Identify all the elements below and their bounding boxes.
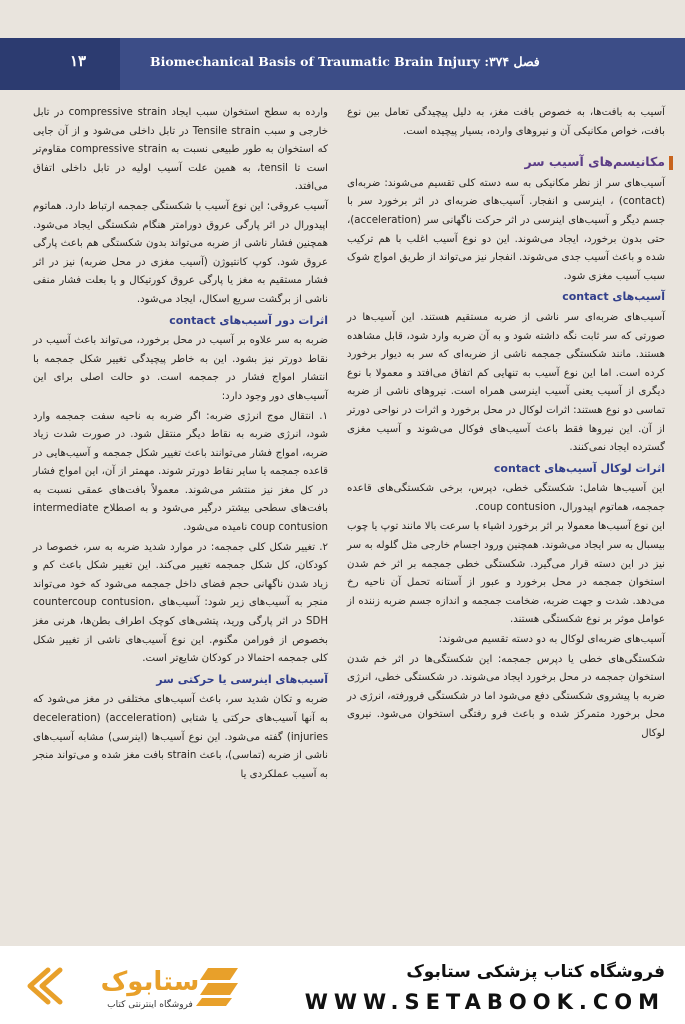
heading-inertia: آسیب‌های اینرسی یا حرکتی سر [156,672,328,686]
svg-text:فروشگاه اینترنتی کتاب: فروشگاه اینترنتی کتاب [107,1000,193,1010]
svg-text:ستابوک: ستابوک [100,967,200,997]
left-column [33,104,328,785]
intro-paragraph: آسیب به بافت‌ها، به خصوص بافت مغز، به دلیل پیچیدگی تعامل بین نوع بافت، خواص مکانیکی آن و نیروهای وارده، بسیار پیچیده است. [347,107,665,137]
inertia-paragraph: ضربه و تکان شدید سر، باعث آسیب‌های مختلفی در مغز می‌شود که به آنها آسیب‌های حرکتی یا شتابی (acceleration) (deceleration injuries) گفته می‌شود. این نوع آسیب‌ها (اینرسی) مشابه آسیب‌های ناشی از ضربه (تماسی)، باعث strain بافت مغز شده و می‌تواند منجر به آسیب عملکردی یا [33,694,328,780]
remote-item-1: ۱. انتقال موج انرژی ضربه: اگر ضربه به ناحیه سفت جمجمه وارد شود، انرژی ضربه به نقاط دیگر منتقل شود. در صورت شدت زیاد ضربه، امواج فشار می‌توانند باعث تغییر شکل جمجمه و آسیب‌هایی در قاعده جمجمه یا سایر نقاط دورتر شوند. مهمتر از آن، این امواج فشار در کل مغز نیز منتشر می‌شوند. معمولاً بافت‌های عمقی نسبت به بافت‌های سطحی بیشتر درگیر می‌شود و به اصطلاح intermediate coup contusion نامیده می‌شود. [33,410,328,534]
page-number-box [0,38,120,90]
heading-remote-effects: اثرات دور آسیب‌های contact [169,313,328,327]
local-paragraph-2: این نوع آسیب‌ها معمولا بر اثر برخورد اشیاء با سرعت بالا مانند توپ یا چوب بیسبال به سر ایجاد می‌شوند. همچنین ورود اجسام خارجی مثل گلوله به سر نیز در این دسته قرار می‌گیرد. شکستگی خطی جمجمه بر اثر خم شدن استخوان جمجمه در محل برخورد و عبور از آستانه تحمل آن ناحیه رخ می‌دهد. شدت و جهت ضربه، ضخامت جمجمه و اندازه جسم ضربه زننده از عوامل موثر بر نوع شکستگی هستند. [347,521,665,626]
remote-paragraph: ضربه به سر علاوه بر آسیب در محل برخورد، می‌تواند باعث آسیب در نقاط دورتر نیز بشود. این به خاطر پیچیدگی تغییر شکل جمجمه با انتشار امواج فشار در جمجمه است. دو حالت اصلی برای این آسیب‌های دور وجود دارد: [33,335,328,402]
local-paragraph-3: آسیب‌های ضربه‌ای لوکال به دو دسته تقسیم می‌شوند: [438,634,665,646]
heading-contact: آسیب‌های contact [562,290,665,304]
store-url[interactable]: WWW.SETABOOK.COM [304,990,665,1014]
store-footer [0,946,685,1024]
contact-paragraph: آسیب‌های ضربه‌ای سر ناشی از ضربه مستقیم هستند. این آسیب‌ها در صورتی که سر ثابت نگه داشته شود و به آن ضربه وارد شود، قابل مشاهده هستند. مانند شکستگی جمجمه ناشی از ضربه‌ای که سر به دیوار برخورد کرده است. اما این نوع آسیب به تنهایی کم اتفاق می‌افتد و معمولا با نوع دیگری از آسیب یعنی آسیب اینرسی همراه است. نیروهای ناشی از ضربه تماسی دو نوع هستند: اثرات لوکال در محل برخورد و اثرات در نواحی دورتر از آن. این نیروها فقط باعث آسیب‌های فوکال می‌شوند و آسیب مغزی گسترده ایجاد نمی‌کنند. [347,311,665,454]
remote-item-2: ۲. تغییر شکل کلی جمجمه: در موارد شدید ضربه به سر، خصوصا در کودکان، کل شکل جمجمه تغییر می‌کند. این تغییر شکل باعث کم و زیاد شدن ناگهانی حجم فضای داخل جمجمه می‌شود که خود می‌تواند منجر به آسیب‌های زیر شود: آسیب‌های countercoup contusion، SDH در اثر پارگی ورید، پتشی‌های کوچک اطراف بطن‌ها، هرنی مغز بخصوص از فورامن مگنوم. این نوع آسیب‌های ناشی از تغییر شکل کلی جمجمه احتمالا در کودکان شایع‌تر است. [33,541,329,665]
heading-local-effects: اثرات لوکال آسیب‌های contact [493,461,665,475]
right-column [347,104,665,745]
mechanisms-paragraph: آسیب‌های سر از نظر مکانیکی به سه دسته کلی تقسیم می‌شوند: ضربه‌ای (contact) ، اینرسی و انفجار. آسیب‌های ضربه‌ای در اثر برخورد سر با جسم دیگر و آسیب‌های اینرسی در اثر حرکت ناگهانی سر (acceleration)، حتی بدون برخورد، ایجاد می‌شوند. این دو نوع آسیب اغلب با هم ترکیب شده و باعث آسیب جدی می‌شوند. انفجار نیز می‌تواند از طریق امواج شوک سبب آسیب مغزی شود. [347,177,665,282]
vascular-paragraph: آسیب عروقی: این نوع آسیب با شکستگی جمجمه ارتباط دارد. هماتوم اپیدورال در اثر پارگی عروق دورامتر هنگام شکستگی ایجاد می‌شود. همچنین فشار ناشی از ضربه می‌تواند بدون شکستگی هم باعث پارگی عروق شود. کوپ کانتیوژن (آسیب مغزی در محل ضربه) نیز در اثر فشار مستقیم به مغز یا پارگی عروق کورتیکال و یا بعلت فشار منفی ناشی از برگشت سریع اسکال، ایجاد می‌شود. [33,200,328,305]
strain-paragraph: وارده به سطح استخوان سبب ایجاد compressive strain در تابل خارجی و سبب Tensile strain در تابل داخلی می‌شود و از آن جایی که استخوان به طور طبیعی نسبت به compressive strain مقاوم‌تر است تا tensil، به همین علت آسیب اولیه در تابل داخلی اتفاق می‌افتد. [33,107,329,193]
local-paragraph-4: شکستگی‌های خطی یا دپرس جمجمه: این شکستگی‌ها در اثر خم شدن استخوان جمجمه در محل برخورد ایجاد می‌شوند. در شکستگی خطی، انرژی ضربه با پیشروی شکستگی دفع می‌شود اما در شکستگی فرورفته، انرژی در محل برخورد متمرکز شده و باعث فرو رفتگی استخوان می‌شود. نیروی لوکال [347,653,665,739]
heading-mechanisms: مکانیسم‌های آسیب سر [347,153,665,172]
setabook-logo [20,960,250,1012]
page-number: ۱۳ [70,52,87,70]
store-name: فروشگاه کتاب پزشکی ستابوک [406,962,665,982]
chapter-title: Biomechanical Basis of Traumatic Brain Injury :فصل ۳۷۴ [150,54,540,69]
local-paragraph-1: این آسیب‌ها شامل: شکستگی خطی، دپرس، برخی شکستگی‌های قاعده جمجمه، هماتوم اپیدورال، coup contusion. [347,483,665,513]
